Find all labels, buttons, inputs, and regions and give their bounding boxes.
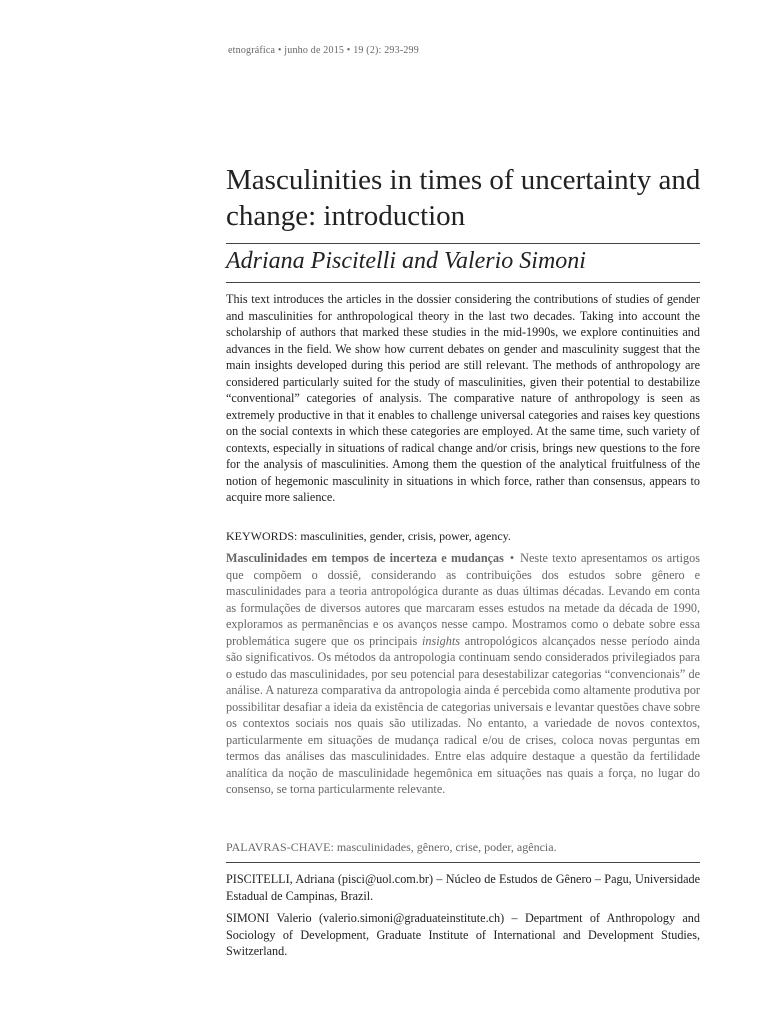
bullet-separator: • <box>509 551 515 565</box>
title-divider <box>226 243 700 244</box>
palavras-chave: PALAVRAS-CHAVE: masculinidades, gênero, crise, poder, agência. <box>226 840 557 854</box>
affiliation-simoni: SIMONI Valerio (valerio.simoni@graduateinstitute.ch) – Department of Anthropology and Sociology of Development, Graduate Institute of International and Development Studies, Switzerland. <box>226 911 700 958</box>
affiliations-divider <box>226 862 700 863</box>
abstract-portuguese-text-1: Neste texto apresentamos os artigos que compõem o dossiê, considerando as contribuições dos estudos sobre gênero e masculinidades para a teoria antropológica durante as duas últimas décadas. Levando em conta as formulações de diversos autores que marcaram esses estudos na metade da década de 1990, exploramos as permanências e os avanços nesse campo. Mostramos como o debate sobre essa problemática sugere que os principais <box>226 551 700 648</box>
keywords: KEYWORDS: masculinities, gender, crisis, power, agency. <box>226 529 511 543</box>
article-title: Masculinities in times of uncertainty and change: introduction <box>226 164 701 232</box>
running-head: etnográfica • junho de 2015 • 19 (2): 293-299 <box>228 45 419 56</box>
authors-divider <box>226 282 700 283</box>
article-authors: Adriana Piscitelli and Valerio Simoni <box>226 248 586 274</box>
abstract-portuguese <box>226 550 700 798</box>
abstract-portuguese-text-2: antropológicos alcançados nesse período ainda são significativos. Os métodos da antropologia continuam sendo considerados privilegiados para o estudo das masculinidades, por seu potencial para desestabilizar categorias “convencionais” de análise. A natureza comparativa da antropologia ainda é percebida como altamente produtiva por possibilitar desafiar a ideia da existência de categorias universais e levantar questões chave sobre os contextos sociais nos quais são utilizadas. No entanto, a variedade de novos contextos, particularmente em situações de mudança radical e/ou de crises, coloca novas perguntas em termos das análises das masculinidades. Entre elas adquire destaque a questão da fertilidade analítica da noção de masculinidade hegemônica em situações nas quais a força, no lugar do consenso, se torna particularmente relevante. <box>226 633 700 796</box>
abstract-portuguese-italic: insights <box>422 633 460 648</box>
affiliation-piscitelli: PISCITELLI, Adriana (pisci@uol.com.br) – Núcleo de Estudos de Gênero – Pagu, Universidade Estadual de Campinas, Brazil. <box>226 872 700 903</box>
abstract-english: This text introduces the articles in the dossier considering the contributions of studies of gender and masculinities for anthropological theory in the last two decades. Taking into account the scholarship of authors that marked these studies in the mid-1990s, we explore continuities and advances in the field. We show how current debates on gender and masculinity suggest that the main insights developed during this period are still relevant. The methods of anthropology are considered particularly suited for the study of masculinities, given their potential to destabilize “conventional” categories of analysis. The comparative nature of anthropology is seen as extremely productive in that it enables to challenge universal categories and raises key questions on the social contexts in which these categories are employed. At the same time, such variety of contexts, especially in situations of radical change and/or crisis, brings new questions to the fore for the analysis of masculinities. Among them the question of the analytical fruitfulness of the notion of hegemonic masculinity in situations in which force, rather than consensus, appears to acquire more salience. <box>226 292 700 504</box>
abstract-portuguese-title: Masculinidades em tempos de incerteza e mudanças <box>226 551 504 565</box>
